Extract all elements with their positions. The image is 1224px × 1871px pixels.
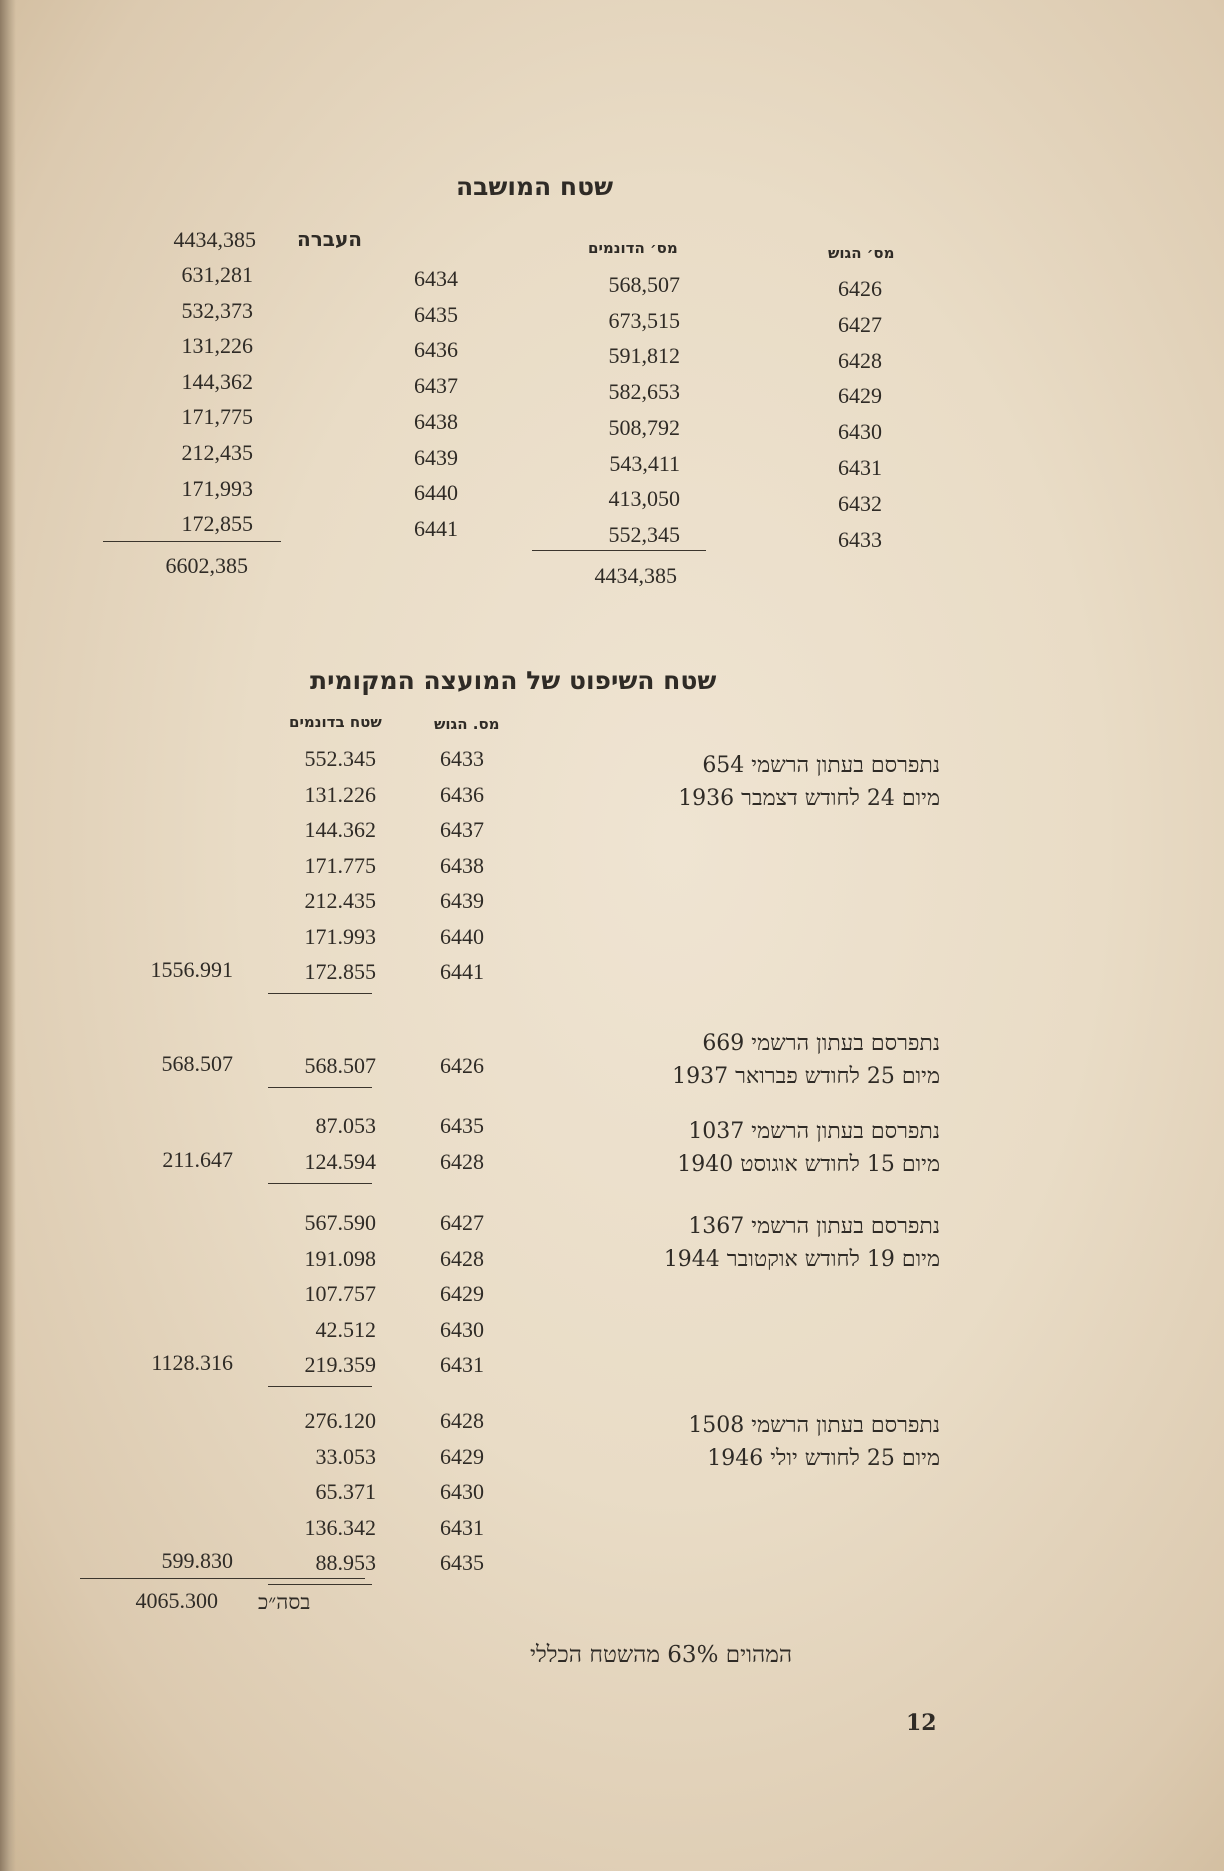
settlement-block-area: 172,855 (181, 511, 253, 537)
settlement-block-number: 6438 (414, 408, 458, 434)
jurisdiction-block-number: 6427 (440, 1210, 484, 1235)
group-subtotal: 1556.991 (150, 957, 233, 982)
settlement-block-number: 6427 (838, 311, 882, 337)
settlement-block-number: 6440 (414, 480, 458, 506)
gazette-publication-line: נתפרסם בעתון הרשמי 1508 (688, 1413, 940, 1438)
jurisdiction-block-number: 6431 (440, 1352, 484, 1377)
settlement-block-area: 631,281 (181, 262, 253, 287)
jurisdiction-block-area: 219.359 (304, 1352, 376, 1377)
jurisdiction-block-area: 568.507 (304, 1053, 376, 1078)
left-area-total: 4434,385 (594, 563, 677, 588)
group-subtotal-rule (268, 993, 372, 994)
jurisdiction-block-number: 6437 (440, 817, 484, 842)
percentage-note: המהוים 63% מהשטח הכללי (530, 1642, 793, 1668)
jurisdiction-block-number: 6430 (440, 1316, 484, 1342)
group-subtotal: 1128.316 (151, 1350, 233, 1375)
settlement-block-number: 6429 (838, 383, 882, 409)
jurisdiction-block-area: 191.098 (304, 1245, 376, 1271)
jurisdiction-block-area: 136.342 (304, 1514, 376, 1540)
page-number: 12 (906, 1710, 937, 1736)
gazette-date-line: מיום 25 לחודש פברואר 1937 (672, 1064, 940, 1089)
jurisdiction-block-number: 6429 (440, 1443, 484, 1469)
gazette-publication-line: נתפרסם בעתון הרשמי 654 (702, 753, 940, 778)
jurisdiction-block-number: 6439 (440, 888, 484, 913)
subtotal-rule (532, 550, 706, 551)
settlement-block-area: 673,515 (608, 307, 680, 333)
grand-total-label: בסה״כ (258, 1590, 311, 1614)
settlement-block-area: 591,812 (608, 343, 680, 369)
jurisdiction-block-number: 6438 (440, 852, 484, 878)
group-subtotal: 599.830 (161, 1548, 233, 1573)
grand-total-rule (80, 1578, 365, 1579)
settlement-block-area: 171,993 (181, 475, 253, 501)
jurisdiction-block-area: 212.435 (304, 888, 376, 913)
jurisdiction-block-number: 6430 (440, 1479, 484, 1504)
settlement-block-area: 508,792 (608, 414, 680, 440)
settlement-block-number: 6433 (838, 526, 882, 552)
jurisdiction-block-area: 131.226 (304, 781, 376, 807)
gazette-date-line: מיום 19 לחודש אוקטובר 1944 (663, 1247, 940, 1272)
jurisdiction-block-area: 107.757 (304, 1281, 376, 1306)
page-binding-edge (0, 0, 16, 1871)
jurisdiction-block-area: 33.053 (315, 1443, 376, 1469)
subtotal-rule (103, 541, 281, 542)
gazette-date-line: מיום 25 לחודש יולי 1946 (707, 1446, 940, 1471)
settlement-block-number: 6435 (414, 301, 458, 327)
jurisdiction-block-area: 144.362 (304, 817, 376, 842)
jurisdiction-block-area: 171.993 (304, 923, 376, 949)
settlement-block-area: 144,362 (181, 368, 253, 394)
section-title-jurisdiction-area: שטח השיפוט של המועצה המקומית (310, 666, 717, 695)
settlement-block-area: 171,775 (181, 404, 253, 430)
jurisdiction-block-number: 6431 (440, 1514, 484, 1540)
jurisdiction-block-area: 87.053 (315, 1113, 376, 1138)
label-block-number-2: מס. הגוש (434, 715, 500, 733)
settlement-block-number: 6432 (838, 490, 882, 516)
settlement-block-number: 6439 (414, 444, 458, 470)
gazette-publication-line: נתפרסם בעתון הרשמי 1037 (688, 1119, 940, 1144)
group-subtotal: 211.647 (162, 1146, 233, 1172)
settlement-block-area: 568,507 (608, 272, 680, 297)
jurisdiction-block-area: 172.855 (304, 959, 376, 984)
gazette-publication-line: נתפרסם בעתון הרשמי 669 (702, 1031, 940, 1056)
settlement-block-area: 131,226 (181, 333, 253, 359)
jurisdiction-block-area: 124.594 (304, 1148, 376, 1174)
jurisdiction-block-number: 6435 (440, 1113, 484, 1138)
settlement-block-area: 212,435 (181, 440, 253, 465)
group-subtotal-rule (268, 1183, 372, 1184)
group-subtotal-rule (268, 1584, 372, 1585)
jurisdiction-block-number: 6428 (440, 1408, 484, 1433)
jurisdiction-block-area: 171.775 (304, 852, 376, 878)
label-block-number: מס׳ הגוש (828, 244, 895, 262)
jurisdiction-block-area: 552.345 (304, 746, 376, 771)
jurisdiction-block-area: 567.590 (304, 1210, 376, 1235)
jurisdiction-block-area: 276.120 (304, 1408, 376, 1433)
label-dunams-count: מס׳ הדונמים (588, 239, 678, 257)
jurisdiction-block-number: 6436 (440, 781, 484, 807)
jurisdiction-block-number: 6426 (440, 1053, 484, 1078)
jurisdiction-block-number: 6440 (440, 923, 484, 949)
label-transfer: העברה (297, 227, 363, 251)
settlement-block-number: 6441 (414, 515, 458, 541)
jurisdiction-block-number: 6433 (440, 746, 484, 771)
settlement-block-area: 413,050 (608, 486, 680, 512)
jurisdiction-block-number: 6441 (440, 959, 484, 984)
gazette-publication-line: נתפרסם בעתון הרשמי 1367 (688, 1214, 940, 1239)
jurisdiction-block-number: 6428 (440, 1148, 484, 1174)
jurisdiction-block-area: 42.512 (315, 1316, 376, 1342)
settlement-block-number: 6426 (838, 276, 882, 301)
jurisdiction-block-area: 88.953 (315, 1550, 376, 1575)
jurisdiction-block-number: 6428 (440, 1245, 484, 1271)
jurisdiction-block-area: 65.371 (315, 1479, 376, 1504)
settlement-block-number: 6431 (838, 455, 882, 480)
settlement-block-number: 6437 (414, 373, 458, 399)
settlement-block-area: 543,411 (609, 450, 680, 476)
settlement-block-number: 6430 (838, 419, 882, 445)
section-title-settlement-area: שטח המושבה (456, 172, 614, 201)
gazette-date-line: מיום 24 לחודש דצמבר 1936 (678, 786, 940, 811)
settlement-block-number: 6436 (414, 337, 458, 363)
grand-total-value: 4065.300 (135, 1588, 218, 1613)
gazette-date-line: מיום 15 לחודש אוגוסט 1940 (677, 1152, 940, 1177)
settlement-block-area: 582,653 (608, 379, 680, 405)
settlement-block-number: 6428 (838, 347, 882, 373)
group-subtotal-rule (268, 1386, 372, 1387)
right-area-total: 6602,385 (165, 553, 248, 578)
transfer-value: 4434,385 (173, 227, 256, 252)
jurisdiction-block-number: 6435 (440, 1550, 484, 1575)
settlement-block-area: 532,373 (181, 297, 253, 323)
settlement-block-number: 6434 (414, 266, 458, 291)
label-area-dunams: שטח בדונמים (289, 713, 382, 731)
jurisdiction-block-number: 6429 (440, 1281, 484, 1306)
group-subtotal-rule (268, 1087, 372, 1088)
group-subtotal: 568.507 (161, 1051, 233, 1076)
settlement-block-area: 552,345 (608, 521, 680, 547)
